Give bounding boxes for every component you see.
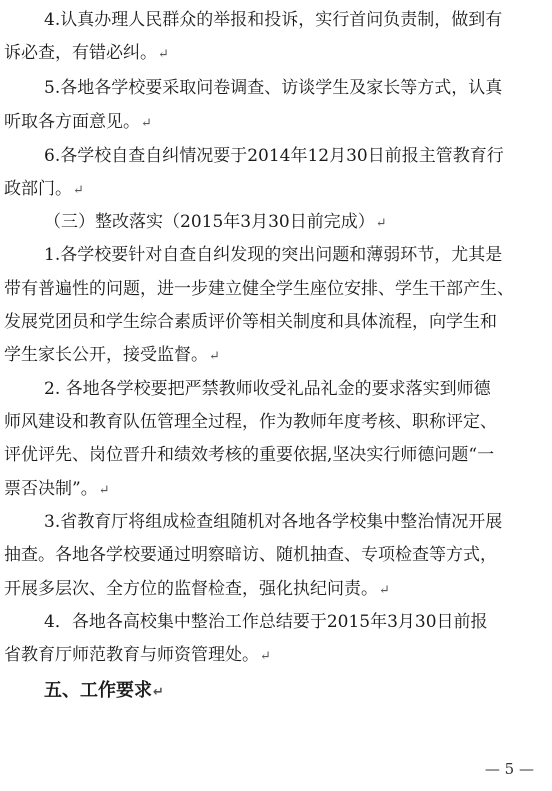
item-2-line-3: 评优评先、岗位晋升和绩效考核的重要依据,坚决实行师德问题“一 — [4, 445, 495, 465]
item-2-line-1: 2. 各地各学校要把严禁教师收受礼品礼金的要求落实到师德 — [44, 379, 491, 399]
item-4-line-1: 4．各地各高校集中整治工作总结要于2015年3月30日前报 — [44, 612, 488, 632]
paragraph-mark: ↵ — [379, 583, 390, 598]
item-3-line-3: 开展多层次、全方位的监督检查，强化执纪问责。↵ — [4, 579, 390, 599]
item-1-line-2: 带有普遍性的问题，进一步建立健全学生座位安排、学生干部产生、 — [4, 279, 514, 299]
paragraph-5-line-2: 听取各方面意见。↵ — [4, 112, 152, 132]
paragraph-6-line-1: 6.各学校自查自纠情况要于2014年12月30日前报主管教育行 — [44, 146, 504, 166]
paragraph-mark: ↵ — [98, 483, 110, 498]
paragraph-5-line-1: 5.各地各学校要采取问卷调查、访谈学生及家长等方式，认真 — [44, 78, 503, 98]
paragraph-mark: ↵ — [260, 649, 271, 664]
paragraph-4-line-1: 4.认真办理人民群众的举报和投诉，实行首问负责制，做到有 — [44, 10, 503, 30]
item-3-line-2: 抽查。各地各学校要通过明察暗访、随机抽查、专项检查等方式， — [4, 545, 497, 565]
page-number: — 5 — — [484, 760, 534, 778]
paragraph-mark: ↵ — [209, 349, 220, 364]
item-4-line-2: 省教育厅师范教育与师资管理处。↵ — [4, 645, 271, 665]
item-2-line-2: 师风建设和教育队伍管理全过程，作为教师年度考核、职称评定、 — [4, 412, 497, 432]
item-1-line-1: 1.各学校要针对自查自纠发现的突出问题和薄弱环节，尤其是 — [44, 245, 503, 265]
paragraph-4-line-2: 诉必查，有错必纠。↵ — [4, 43, 169, 63]
paragraph-mark: ↵ — [141, 116, 152, 131]
paragraph-mark: ↵ — [153, 685, 164, 700]
item-3-line-1: 3.省教育厅将组成检查组随机对各地各学校集中整治情况开展 — [44, 512, 503, 532]
section-heading-5: 五、工作要求↵ — [44, 680, 164, 701]
item-1-line-4: 学生家长公开，接受监督。↵ — [4, 345, 220, 365]
paragraph-mark: ↵ — [375, 216, 387, 231]
item-2-line-4: 票否决制”。↵ — [4, 479, 110, 499]
paragraph-6-line-2: 政部门。↵ — [4, 179, 84, 199]
paragraph-mark: ↵ — [73, 183, 84, 198]
item-1-line-3: 发展党团员和学生综合素质评价等相关制度和具体流程，向学生和 — [4, 312, 497, 332]
paragraph-mark: ↵ — [158, 47, 169, 62]
section-heading-3: （三）整改落实（2015年3月30日前完成）↵ — [44, 212, 387, 232]
